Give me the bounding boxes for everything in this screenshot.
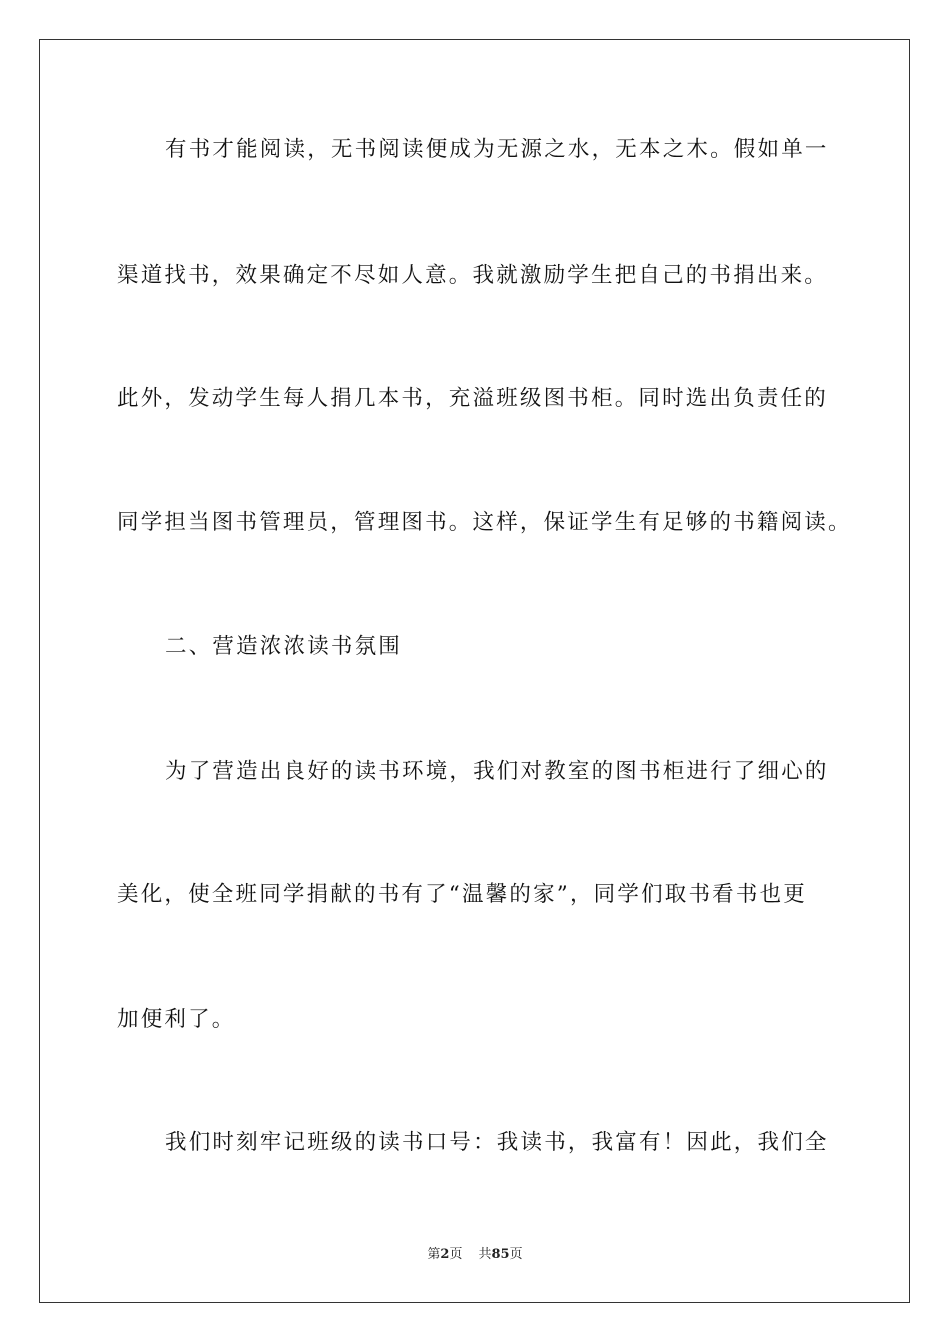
paragraph-2-line-1: 为了营造出良好的读书环境，我们对教室的图书柜进行了细心的 <box>165 759 829 784</box>
total-suffix: 页 <box>509 1247 523 1262</box>
page-suffix: 页 <box>449 1247 463 1262</box>
page-number: 2 <box>440 1247 450 1262</box>
paragraph-1-line-4: 同学担当图书管理员，管理图书。这样，保证学生有足够的书籍阅读。 <box>117 510 852 535</box>
paragraph-3-line-1: 我们时刻牢记班级的读书口号：我读书，我富有！因此，我们全 <box>165 1130 829 1155</box>
paragraph-2-line-3: 加便利了。 <box>117 1007 236 1032</box>
page-prefix: 第 <box>427 1247 441 1262</box>
page-footer <box>0 1246 950 1264</box>
paragraph-1-line-3: 此外，发动学生每人捐几本书，充溢班级图书柜。同时选出负责任的 <box>117 386 829 411</box>
paragraph-2-line-2: 美化，使全班同学捐献的书有了“温馨的家”，同学们取书看书也更 <box>117 882 807 907</box>
paragraph-1-line-1: 有书才能阅读，无书阅读便成为无源之水，无本之木。假如单一 <box>165 137 829 162</box>
total-pages: 85 <box>491 1247 510 1262</box>
total-prefix: 共 <box>478 1247 492 1262</box>
section-heading: 二、营造浓浓读书氛围 <box>165 634 403 659</box>
page-border <box>39 39 910 1303</box>
paragraph-1-line-2: 渠道找书，效果确定不尽如人意。我就激励学生把自己的书捐出来。 <box>117 263 829 288</box>
